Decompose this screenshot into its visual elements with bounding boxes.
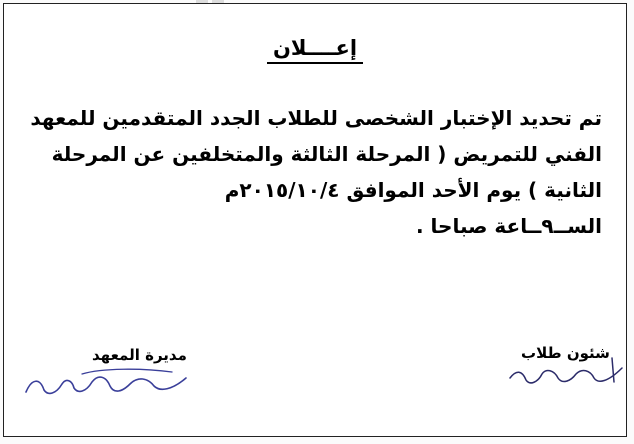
student-affairs-signature [504, 352, 628, 392]
body-line-1: تم تحديد الإختبار الشخصى للطلاب الجدد المتقدمين للمعهد [30, 106, 602, 130]
announcement-title [4, 36, 626, 60]
director-signature [22, 360, 192, 400]
title-text: إعــــلان [267, 36, 363, 64]
body-line-3: الثانية ) يوم الأحد الموافق ٢٠١٥/١٠/٤م [224, 178, 602, 202]
announcement-body [12, 100, 602, 244]
institute-director-label: مديرة المعهد [92, 346, 187, 364]
body-line-4: الســ٩ــاعة صباحا . [415, 214, 602, 238]
announcement-frame [3, 3, 627, 437]
body-line-2: الفني للتمريض ( المرحلة الثالثة والمتخلفين عن المرحلة [51, 142, 602, 166]
student-affairs-label: شئون طلاب [521, 344, 610, 362]
